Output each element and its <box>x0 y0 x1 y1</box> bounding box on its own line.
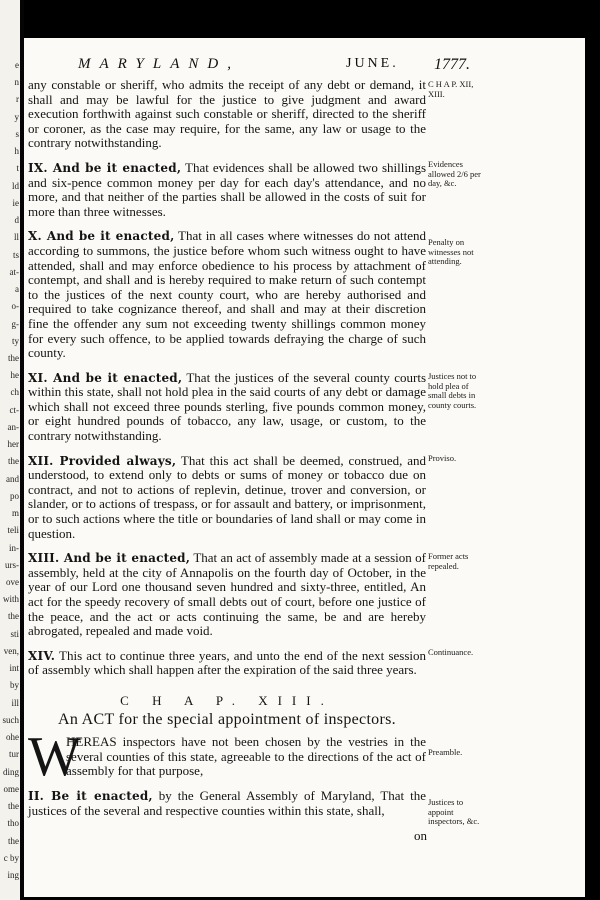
facing-page-fragment: ing <box>7 869 19 880</box>
facing-page-fragment: the <box>8 835 19 846</box>
facing-page-fragment: ie <box>12 197 19 208</box>
facing-page-fragment: in- <box>9 542 19 553</box>
facing-page-fragment: ty <box>11 335 19 346</box>
facing-page-fragment: ld <box>11 180 19 191</box>
preamble <box>28 726 426 789</box>
facing-page-fragment: urs- <box>5 559 19 570</box>
facing-page-fragment: n <box>14 77 19 88</box>
facing-page-fragment: ven, <box>3 645 19 656</box>
facing-page-fragment: sti <box>10 628 19 639</box>
facing-page-fragment: ill <box>11 697 19 708</box>
facing-page-fragment: h <box>14 146 19 157</box>
facing-page-fragment: an- <box>7 421 19 432</box>
marginal-note: Penalty on witnesses not attending. <box>428 237 474 266</box>
facing-page-fragment: po <box>10 490 19 501</box>
section-text: That the justices of the several county courts within this state, shall not hold plea in the said courts of any debt or damage which shall not exceed three pounds sterling, five pounds common money, or eight hundred pounds of tobacco, any law, usage, or custom, to the contrary notwithstanding. <box>28 369 427 444</box>
facing-page-fragment: d <box>14 215 19 226</box>
main-text-column <box>28 78 426 828</box>
facing-page-fragment: such <box>2 714 19 725</box>
section-lead: XI. And be it enacted, <box>28 370 183 385</box>
facing-page-fragment: the <box>8 611 19 622</box>
section-text: That this act shall be deemed, construed, and understood, to extend only to debts or sums of money or tobacco due on contract, and not to actions of replevin, detinue, trover and conversion, or slander, or to actions of trespass, or for assault and battery, or imprisonment, or to such actions where the title or boundaries of land shall or may come in question. <box>28 452 427 541</box>
section-lead: X. And be it enacted, <box>28 229 175 244</box>
facing-page-fragment: he <box>10 370 19 381</box>
section-xi <box>28 371 426 444</box>
facing-page-fragment: c by <box>3 852 19 863</box>
facing-page-fragment: y <box>14 111 19 122</box>
facing-page-fragment: t <box>16 163 19 174</box>
marginal-note: Preamble. <box>428 747 463 757</box>
preamble-text: HEREAS inspectors have not been chosen by the vestries in the several counties of this state, agreeable to the directions of the act of assembly for that purpose, <box>66 734 426 779</box>
facing-page-fragment: o- <box>11 301 19 312</box>
facing-page-fragment: int <box>9 663 19 674</box>
section-lead: XIV. <box>28 648 56 663</box>
facing-page-fragment: ome <box>3 783 19 794</box>
facing-page-fragment: at- <box>9 266 19 277</box>
paragraph-text: any constable or sheriff, who admits the receipt of any debt or demand, it shall and may be lawful for the justice to give judgment and award execution forthwith against such constable or sheriff, directed to the sheriff or coroner, as the case may require, for the same, any law or usage to the contrary notwithstanding. <box>28 77 426 151</box>
facing-page-fragment: ct- <box>9 404 19 415</box>
marginal-note: C H A P. XII, XIII. <box>428 79 474 99</box>
marginal-note: Former acts repealed. <box>428 551 469 571</box>
section-lead: IX. And be it enacted, <box>28 160 182 175</box>
act-title: An ACT for the special appointment of inspectors. <box>58 710 396 728</box>
section-x <box>28 229 426 360</box>
drop-cap: W <box>28 726 81 789</box>
section-lead: II. Be it enacted, <box>28 789 153 804</box>
page <box>24 38 585 897</box>
facing-page-fragment: ohe <box>6 732 19 743</box>
facing-page-fragment: her <box>7 439 19 450</box>
section-text: This act to continue three years, and unto the end of the next session of assembly which shall happen after the expiration of the said three years. <box>28 647 427 678</box>
marginal-note: Proviso. <box>428 453 457 463</box>
section-text: That in all cases where witnesses do not attend according to summons, the justice before whom such witness ought to have attended, shall and may enforce obedience to his process by attachment of contempt, and shall and is hereby required to make return of such contempt to the justices of the next county court, who are hereby authorised and required to take cognizance thereof, and shall and may at their discretion fine the offender any sum not exceeding twenty shillings common money for every such offence, to be applied towards defraying the charge of such county. <box>28 228 426 361</box>
facing-page-fragment: tho <box>7 818 19 829</box>
facing-page-fragment: ch <box>10 387 19 398</box>
section-xii <box>28 454 426 542</box>
section-lead: XII. Provided always, <box>28 453 177 468</box>
paragraph-continued <box>28 78 426 151</box>
section-xiii <box>28 551 426 639</box>
facing-page-fragment: m <box>11 508 19 519</box>
header-month: JUNE. <box>346 56 399 71</box>
facing-page-fragment: e <box>15 60 19 70</box>
marginal-note: Continuance. <box>428 647 474 657</box>
facing-page-fragment: the <box>8 801 19 812</box>
facing-page-fragment: teli <box>7 525 19 536</box>
facing-page-fragment: s <box>15 128 19 139</box>
facing-page-fragment: r <box>16 94 19 105</box>
facing-page-edge <box>0 0 20 900</box>
marginal-note: Justices to appoint inspectors, &c. <box>428 797 480 826</box>
facing-page-fragment: ove <box>6 577 19 587</box>
marginal-note: Justices not to hold plea of small debts in county courts. <box>428 371 477 410</box>
facing-page-fragment: a <box>15 284 19 295</box>
section-lead: XIII. And be it enacted, <box>28 551 191 566</box>
catchword: on <box>414 828 427 843</box>
facing-page-fragment: ding <box>2 766 19 777</box>
header-year: 1777. <box>434 56 470 73</box>
section-text: That evidences shall be allowed two shillings and six-pence common money per day for each day's attendance, and no more, and that neither of the parties shall be allowed in the costs of suit for more than three witnesses. <box>28 159 427 219</box>
running-header <box>24 56 585 78</box>
facing-page-fragment: by <box>10 680 19 691</box>
section-xiv <box>28 649 426 678</box>
marginal-note: Evidences allowed 2/6 per day, &c. <box>428 159 481 188</box>
section-ix <box>28 161 426 219</box>
facing-page-fragment: the <box>8 352 19 363</box>
section-ii <box>28 789 426 818</box>
section-text: by the General Assembly of Maryland, That the justices of the several and respective counties within this state, shall, <box>28 788 427 818</box>
scan-border-top <box>24 0 585 38</box>
facing-page-fragment: with <box>2 594 19 605</box>
facing-page-fragment: ts <box>12 249 19 260</box>
facing-page-fragment: tur <box>9 749 19 760</box>
facing-page-fragment: the <box>8 456 19 467</box>
section-text: That an act of assembly made at a session of assembly, held at the city of Annapolis on the fourth day of October, in the year of our Lord one thousand seven hundred and sixty-three, entitled, An act for the speedy recovery of small debts out of court, before one justice of the peace, and the act or acts continuing the same, be and are hereby abrogated, repealed and made void. <box>28 550 427 639</box>
facing-page-fragment: ll <box>13 232 19 243</box>
scan-border-right <box>585 0 600 900</box>
chapter-heading: C H A P. XIII. <box>120 692 334 708</box>
running-title: MARYLAND, <box>78 56 240 72</box>
facing-page-fragment: g- <box>11 318 19 329</box>
facing-page-fragment: and <box>6 473 19 484</box>
